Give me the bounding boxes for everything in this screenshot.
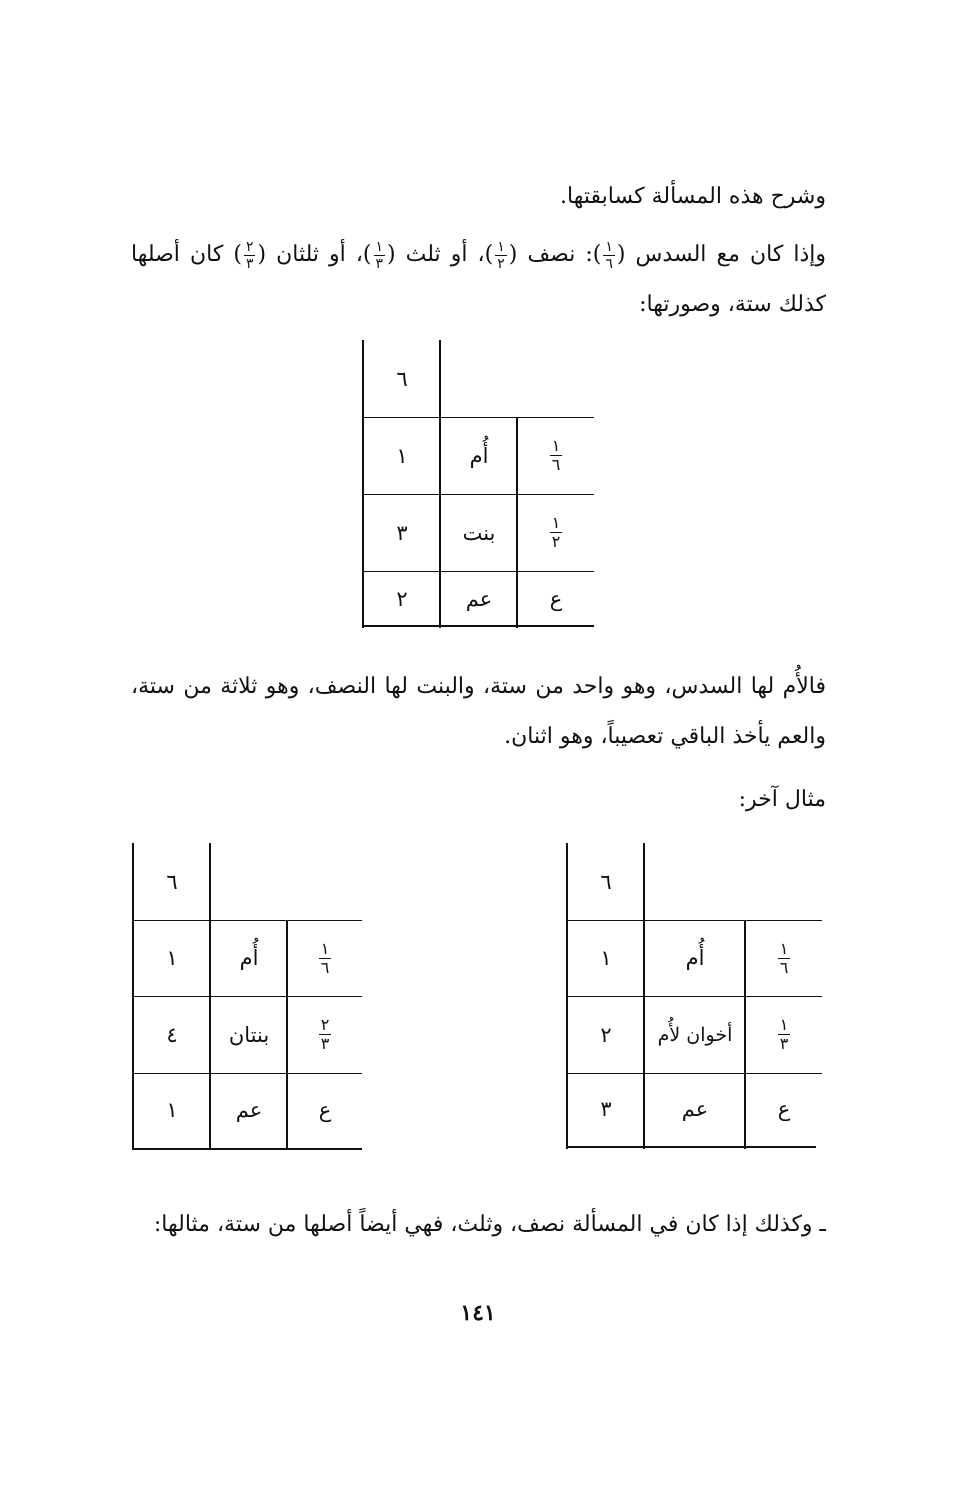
table-1-row-3-share: ع xyxy=(549,587,563,611)
paragraph-2-text-a: وإذا كان مع السدس ( xyxy=(616,242,827,267)
fraction-half: $\frac{١}{٢}$ xyxy=(497,238,505,272)
paragraph-5 xyxy=(131,1200,826,1250)
table-2-row-2-portion: ٢ xyxy=(600,1022,612,1047)
fraction-sixth: $\frac{١}{٦}$ xyxy=(605,238,613,272)
paragraph-3 xyxy=(131,662,826,762)
page-number: ١٤١ xyxy=(460,1300,496,1326)
paragraph-2-text-d: )، أو ثلثان ( xyxy=(257,242,372,267)
table-2-row-1-portion: ١ xyxy=(600,946,612,970)
paragraph-2 xyxy=(131,230,826,330)
table-3-row-1-fraction: $\frac{١}{٦}$ xyxy=(320,938,330,977)
table-3-row-2-share xyxy=(288,996,362,1073)
paragraph-4-text: مثال آخر: xyxy=(738,787,826,812)
table-3-row-1-portion: ١ xyxy=(166,946,178,970)
paragraph-1 xyxy=(131,172,826,222)
table-1-row-3-heir: عم xyxy=(465,587,493,611)
table-2-row-3-portion: ٣ xyxy=(600,1097,612,1121)
fraction-third: $\frac{١}{٣}$ xyxy=(375,238,384,272)
table-2-row-3-heir: عم xyxy=(681,1097,709,1121)
inheritance-table-2 xyxy=(566,843,822,1151)
table-3-row-1-heir: أُم xyxy=(239,946,259,970)
table-2-row-3-share: ع xyxy=(777,1097,791,1121)
table-3-row-3-heir: عم xyxy=(235,1098,263,1122)
table-3-row-2-heir: بنتان xyxy=(228,1022,270,1047)
table-3-row-3-portion: ١ xyxy=(166,1098,178,1122)
table-2-row-1-fraction: $\frac{١}{٦}$ xyxy=(779,938,789,977)
paragraph-2-text-b: ): نصف ( xyxy=(508,242,602,267)
paragraph-3-text: فالأُم لها السدس، وهو واحد من ستة، والبنت لها النصف، وهو ثلاثة من ستة، والعم يأخذ الباقي تعصيباً، وهو اثنان. xyxy=(131,674,826,749)
table-1-row-1-portion: ١ xyxy=(396,443,408,468)
table-2-row-2-heir: أخوان لأُم xyxy=(657,1023,733,1046)
table-1-row-2-share xyxy=(518,494,594,571)
table-3-base: ٦ xyxy=(166,869,178,894)
table-1-row-1-heir: أُم xyxy=(469,443,489,468)
table-1-row-1-share xyxy=(518,417,594,494)
inheritance-table-3 xyxy=(132,843,362,1153)
fraction-two-thirds: $\frac{٢}{٣}$ xyxy=(245,238,254,272)
paragraph-5-text: ـ وكذلك إذا كان في المسألة نصف، وثلث، فهي أيضاً أصلها من ستة، مثالها: xyxy=(153,1212,826,1237)
table-1-base: ٦ xyxy=(396,366,408,391)
table-1-row-2-portion: ٣ xyxy=(396,520,408,545)
table-2-row-2-fraction: $\frac{١}{٣}$ xyxy=(779,1015,789,1053)
table-1-row-2-fraction: $\frac{١}{٢}$ xyxy=(551,513,561,551)
table-2-row-1-heir: أُم xyxy=(685,946,705,970)
table-3-row-1-share xyxy=(288,920,362,996)
table-3-row-2-portion: ٤ xyxy=(166,1022,178,1047)
table-2-base: ٦ xyxy=(600,869,612,894)
table-3-row-3-share: ع xyxy=(318,1098,332,1122)
paragraph-2-text-c: )، أو ثلث ( xyxy=(387,242,494,267)
paragraph-4 xyxy=(131,775,826,825)
table-1-row-2-heir: بنت xyxy=(462,520,496,545)
inheritance-table-1 xyxy=(362,340,594,630)
paragraph-1-text: وشرح هذه المسألة كسابقتها. xyxy=(560,184,826,209)
table-1-row-1-fraction: $\frac{١}{٦}$ xyxy=(551,436,561,474)
paragraph-2-text-e: ) كان أصلها كذلك ستة، وصورتها: xyxy=(131,242,826,317)
table-2-row-1-share xyxy=(746,920,822,996)
table-3-row-2-fraction: $\frac{٢}{٣}$ xyxy=(320,1015,330,1053)
table-1-row-3-portion: ٢ xyxy=(396,587,408,611)
table-2-row-2-share xyxy=(746,996,822,1073)
